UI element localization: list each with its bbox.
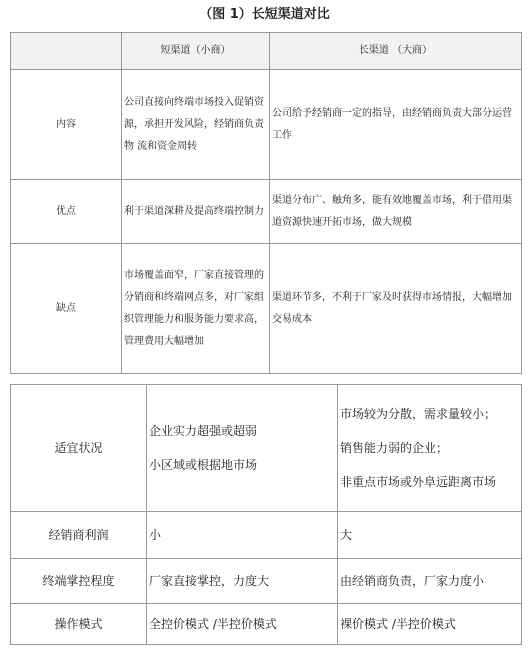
table-row — [11, 180, 522, 244]
row-label-disadvantages: 缺点 — [11, 244, 122, 374]
header-short-channel: 短渠道（小商） — [122, 33, 270, 70]
line: 市场较为分散，需求量较小； — [340, 407, 497, 421]
table-row — [11, 244, 522, 374]
cell-long-content: 公司给予经销商一定的指导，由经销商负责大部分运营工作 — [270, 70, 522, 180]
table-header-row — [11, 33, 522, 70]
table-row — [11, 559, 522, 604]
line: 非重点市场或外阜远距离市场 — [340, 475, 497, 489]
cell-short-mode: 全控价模式 /半控价模式 — [147, 604, 338, 645]
table-row — [11, 70, 522, 180]
line: 销售能力弱的企业； — [340, 441, 449, 455]
header-empty-cell — [11, 33, 122, 70]
header-long-channel: 长渠道 （大商） — [270, 33, 522, 70]
table-row — [11, 512, 522, 559]
cell-long-control: 由经销商负责，厂家力度小 — [338, 559, 522, 604]
cell-long-suitable — [338, 385, 522, 512]
cell-long-mode: 裸价模式 /半控价模式 — [338, 604, 522, 645]
line: 企业实力超强或超弱 — [149, 424, 258, 438]
row-label-advantages: 优点 — [11, 180, 122, 244]
row-label-content: 内容 — [11, 70, 122, 180]
cell-short-suitable — [147, 385, 338, 512]
row-label-profit: 经销商利润 — [11, 512, 147, 559]
cell-short-disadvantages: 市场覆盖面窄，厂家直接管理的分销商和终端网点多，对厂家组织管理能力和服务能力要求高，管理费用大幅增加 — [122, 244, 270, 374]
row-label-control: 终端掌控程度 — [11, 559, 147, 604]
table-row — [11, 385, 522, 512]
cell-long-profit: 大 — [338, 512, 522, 559]
figure-title: （图 1）长短渠道对比 — [199, 7, 330, 22]
table-row — [11, 604, 522, 645]
comparison-table-bottom — [10, 384, 522, 645]
line: 小区域或根据地市场 — [149, 458, 258, 472]
row-label-suitable: 适宜状况 — [11, 385, 147, 512]
cell-long-advantages: 渠道分布广、触角多，能有效地覆盖市场，利于借用渠道资源快速开拓市场，做大规模 — [270, 180, 522, 244]
comparison-table-top — [10, 32, 522, 374]
cell-short-content: 公司直接向终端市场投入促销资源，承担开发风险，经销商负责物 流和资金周转 — [122, 70, 270, 180]
cell-short-advantages: 利于渠道深耕及提高终端控制力 — [122, 180, 270, 244]
row-label-mode: 操作模式 — [11, 604, 147, 645]
cell-short-control: 厂家直接掌控，力度大 — [147, 559, 338, 604]
cell-short-profit: 小 — [147, 512, 338, 559]
cell-long-disadvantages: 渠道环节多，不利于厂家及时获得市场情报，大幅增加交易成本 — [270, 244, 522, 374]
